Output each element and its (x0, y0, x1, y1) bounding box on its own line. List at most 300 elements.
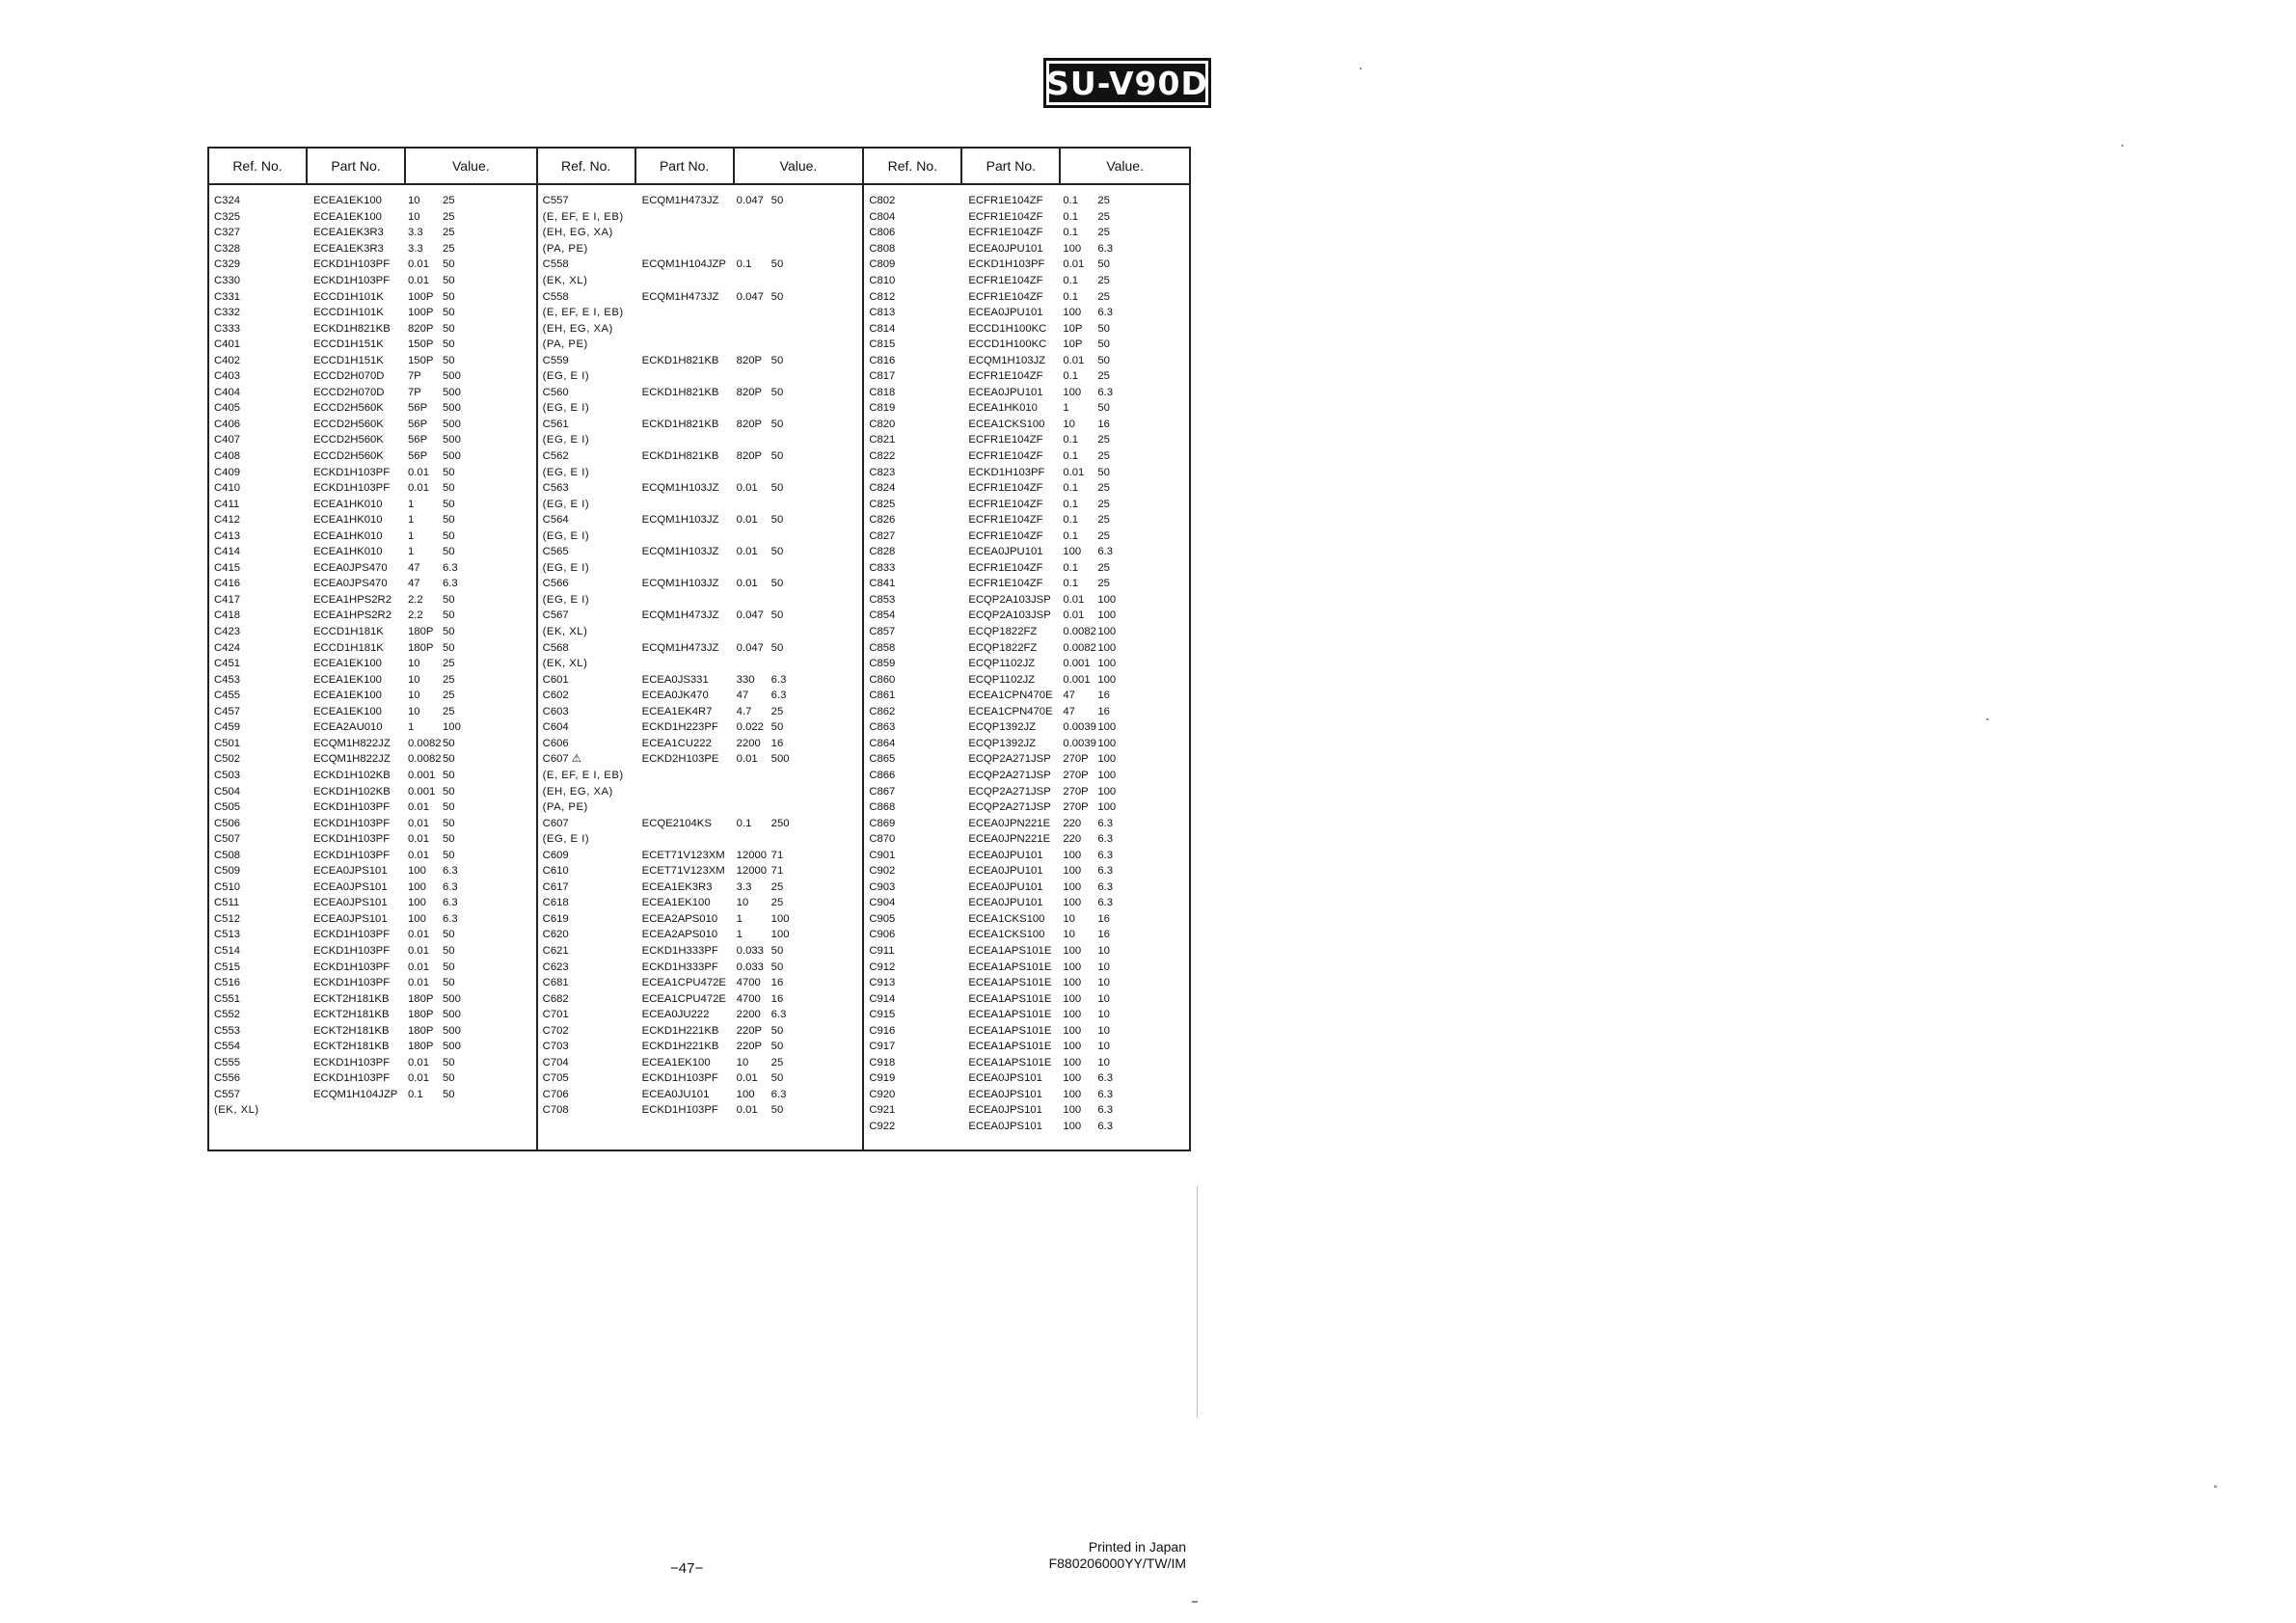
table-row (209, 975, 536, 991)
table-row (209, 209, 536, 226)
cell-value: 10 (408, 705, 420, 717)
table-row (538, 512, 863, 528)
cell-part-no: ECEA0JPU101 (968, 849, 1043, 861)
cell-part-no: ECKD1H103PF (313, 849, 391, 861)
cell-rating: 50 (443, 258, 455, 271)
cell-rating: 50 (443, 307, 455, 319)
cell-rating: 10 (1097, 992, 1110, 1005)
cell-part-no: ECEA1EK100 (313, 690, 382, 702)
table-row (209, 879, 536, 896)
table-row (538, 1102, 863, 1119)
cell-rating: 100 (1097, 785, 1117, 798)
cell-part-no: ECEA1EK3R3 (313, 242, 384, 255)
cell-part-no: ECFR1E104ZF (968, 210, 1043, 223)
cell-value: 0.01 (408, 275, 429, 286)
cell-value: 10 (1063, 418, 1075, 430)
table-row (209, 831, 536, 848)
cell-rating: 500 (443, 434, 461, 446)
cell-ref-no: C617 (542, 880, 569, 893)
cell-ref-no: C607 ⚠ (542, 753, 581, 766)
cell-rating: 50 (770, 482, 784, 495)
cell-rating: 16 (1097, 418, 1110, 430)
table-row (209, 305, 536, 321)
cell-part-no: ECQP2A103JSP (968, 609, 1051, 622)
cell-ref-no: (E, EF, E I, EB) (542, 769, 624, 781)
cell-ref-no: C330 (214, 275, 241, 286)
cell-value: 180P (408, 1041, 434, 1053)
cell-part-no: ECQM1H473JZ (641, 195, 719, 207)
table-row (864, 831, 1189, 848)
cell-value: 0.01 (1063, 466, 1085, 478)
cell-ref-no: C682 (542, 992, 569, 1005)
cell-part-no: ECEA1HK010 (313, 498, 383, 510)
cell-ref-no: C809 (869, 258, 896, 271)
cell-value: 7P (408, 370, 421, 383)
table-row-note (538, 799, 863, 816)
cell-value: 820P (736, 418, 763, 430)
cell-ref-no: C565 (542, 546, 569, 558)
cell-part-no: ECEA1EK4R7 (641, 705, 713, 717)
cell-ref-no: (EK, XL) (542, 275, 588, 286)
table-row (209, 544, 536, 560)
cell-value: 100 (1063, 242, 1082, 255)
cell-ref-no: (EH, EG, XA) (542, 227, 613, 239)
table-row (864, 1087, 1189, 1103)
cell-value: 100 (736, 1088, 755, 1100)
cell-ref-no: C333 (214, 322, 241, 335)
cell-value: 0.1 (736, 817, 752, 829)
table-row-note (538, 656, 863, 672)
cell-ref-no: C921 (869, 1104, 896, 1117)
cell-value: 12000 (736, 849, 768, 861)
cell-value: 100 (1063, 849, 1082, 861)
cell-value: 0.047 (736, 641, 764, 654)
table-row (864, 225, 1189, 241)
cell-rating: 500 (443, 450, 461, 463)
cell-value: 10P (1063, 338, 1083, 351)
cell-ref-no: C814 (869, 322, 896, 335)
table-row (209, 847, 536, 863)
cell-value: 1 (1063, 402, 1069, 415)
cell-value: 0.1 (1063, 227, 1079, 239)
cell-value: 220 (1063, 817, 1082, 829)
cell-rating: 6.3 (443, 912, 458, 925)
cell-value: 0.01 (408, 801, 429, 814)
table-row (538, 911, 863, 928)
cell-ref-no: C413 (214, 529, 241, 542)
cell-rating: 50 (770, 1072, 784, 1085)
table-row (864, 1119, 1189, 1135)
cell-ref-no: C860 (869, 673, 896, 686)
cell-value: 56P (408, 418, 428, 430)
cell-rating: 6.3 (770, 1009, 787, 1021)
table-rows (209, 185, 536, 1119)
cell-rating: 50 (443, 641, 455, 654)
cell-ref-no: C403 (214, 370, 241, 383)
cell-value: 47 (1063, 705, 1075, 717)
cell-value: 0.01 (408, 1072, 429, 1085)
cell-ref-no: C806 (869, 227, 896, 239)
cell-rating: 6.3 (1097, 1072, 1114, 1085)
cell-value: 100 (1063, 992, 1082, 1005)
table-row (209, 464, 536, 480)
cell-ref-no: C607 (542, 817, 569, 829)
table-row (209, 990, 536, 1007)
table-row (209, 288, 536, 305)
cell-value: 0.1 (1063, 514, 1079, 527)
cell-part-no: ECEA1APS101E (968, 977, 1052, 989)
cell-value: 0.01 (408, 1056, 429, 1068)
cell-value: 820P (736, 354, 763, 366)
cell-ref-no: C708 (542, 1104, 569, 1117)
table-row (209, 671, 536, 688)
cell-part-no: ECKD1H103PF (968, 466, 1045, 478)
cell-value: 0.01 (1063, 593, 1085, 606)
table-row (209, 1007, 536, 1023)
table-row (538, 385, 863, 401)
table-row (538, 975, 863, 991)
cell-part-no: ECCD1H181K (313, 626, 384, 638)
cell-part-no: ECKD1H103PF (313, 258, 391, 271)
table-row (209, 592, 536, 609)
cell-value: 0.1 (1063, 434, 1079, 446)
cell-value: 0.001 (408, 769, 436, 781)
cell-rating: 50 (770, 721, 784, 734)
cell-ref-no: (EH, EG, XA) (542, 785, 613, 798)
table-row (864, 544, 1189, 560)
cell-rating: 100 (1097, 658, 1117, 670)
cell-rating: 50 (443, 737, 455, 749)
cell-value: 0.0082 (1063, 626, 1096, 638)
cell-part-no: ECEA2AU010 (313, 721, 383, 734)
table-row (864, 688, 1189, 704)
cell-value: 0.01 (736, 546, 758, 558)
table-row-note (538, 273, 863, 289)
cell-rating: 6.3 (1097, 897, 1114, 909)
table-row (864, 656, 1189, 672)
cell-rating: 50 (1097, 402, 1110, 415)
cell-value: 0.1 (1063, 529, 1079, 542)
cell-ref-no: C818 (869, 386, 896, 398)
table-row (538, 719, 863, 736)
cell-ref-no: C913 (869, 977, 896, 989)
cell-rating: 71 (770, 849, 784, 861)
cell-ref-no: C510 (214, 880, 241, 893)
cell-part-no: ECEA0JPN221E (968, 817, 1051, 829)
cell-rating: 50 (443, 801, 455, 814)
cell-ref-no: (PA, PE) (542, 242, 588, 255)
cell-rating: 6.3 (1097, 849, 1114, 861)
cell-value: 0.01 (408, 929, 429, 941)
table-row (209, 576, 536, 592)
cell-part-no: ECKD1H821KB (641, 354, 719, 366)
cell-part-no: ECET71V123XM (641, 865, 725, 878)
cell-rating: 6.3 (770, 1088, 787, 1100)
cell-rating: 50 (1097, 466, 1110, 478)
table-row-note (538, 209, 863, 226)
cell-ref-no: C552 (214, 1009, 241, 1021)
cell-value: 220P (736, 1024, 763, 1037)
cell-value: 0.01 (736, 1104, 758, 1117)
header-value: Value. (451, 158, 490, 174)
cell-rating: 100 (1097, 801, 1117, 814)
cell-value: 180P (408, 1024, 434, 1037)
cell-value: 56P (408, 450, 428, 463)
cell-ref-no: C819 (869, 402, 896, 415)
cell-value: 0.0082 (408, 753, 442, 766)
cell-ref-no: C916 (869, 1024, 896, 1037)
cell-ref-no: C901 (869, 849, 896, 861)
cell-ref-no: C507 (214, 833, 241, 846)
cell-part-no: ECCD2H070D (313, 370, 385, 383)
cell-value: 47 (408, 561, 420, 574)
cell-rating: 100 (443, 721, 461, 734)
cell-ref-no: C514 (214, 944, 241, 957)
cell-part-no: ECEA0JPS101 (968, 1072, 1042, 1085)
cell-part-no: ECEA1EK100 (641, 1056, 711, 1068)
cell-ref-no: C621 (542, 944, 569, 957)
cell-ref-no: C813 (869, 307, 896, 319)
cell-value: 0.1 (1063, 210, 1079, 223)
cell-part-no: ECEA1EK100 (641, 897, 711, 909)
cell-value: 0.0039 (1063, 721, 1096, 734)
cell-ref-no: C853 (869, 593, 896, 606)
cell-value: 100 (1063, 1120, 1082, 1132)
table-row (538, 193, 863, 209)
table-row (864, 911, 1189, 928)
cell-rating: 50 (770, 546, 784, 558)
table-row (538, 990, 863, 1007)
cell-part-no: ECQM1H104JZP (641, 258, 726, 271)
cell-rating: 25 (1097, 514, 1110, 527)
cell-ref-no: C918 (869, 1056, 896, 1068)
table-row (209, 783, 536, 799)
cell-value: 0.01 (736, 482, 758, 495)
cell-value: 270P (1063, 769, 1089, 781)
cell-ref-no: C424 (214, 641, 241, 654)
cell-value: 220 (1063, 833, 1082, 846)
cell-rating: 6.3 (770, 690, 787, 702)
table-row (864, 815, 1189, 831)
table-row-note (538, 624, 863, 640)
cell-value: 270P (1063, 753, 1089, 766)
cell-part-no: ECEA1HK010 (313, 514, 383, 527)
table-row-note (538, 400, 863, 417)
cell-rating: 50 (443, 929, 455, 941)
cell-ref-no: C841 (869, 578, 896, 590)
table-row (864, 527, 1189, 544)
cell-ref-no: C601 (542, 673, 569, 686)
cell-ref-no: C833 (869, 561, 896, 574)
table-row (864, 704, 1189, 720)
table-row (864, 895, 1189, 911)
cell-ref-no: C554 (214, 1041, 241, 1053)
cell-value: 1 (408, 498, 415, 510)
cell-rating: 16 (770, 992, 784, 1005)
cell-part-no: ECQP2A103JSP (968, 593, 1051, 606)
cell-value: 2200 (736, 737, 761, 749)
cell-ref-no: C459 (214, 721, 241, 734)
cell-part-no: ECKD1H103PF (313, 817, 391, 829)
cell-rating: 50 (770, 258, 784, 271)
cell-part-no: ECKD1H103PF (313, 1056, 391, 1068)
table-column-2 (536, 149, 863, 1150)
cell-value: 100 (1063, 897, 1082, 909)
cell-part-no: ECQM1H473JZ (641, 641, 719, 654)
cell-part-no: ECEA1EK100 (313, 705, 382, 717)
cell-ref-no: C409 (214, 466, 241, 478)
table-row (538, 1055, 863, 1071)
cell-part-no: ECEA0JS331 (641, 673, 709, 686)
table-rows (864, 185, 1189, 1134)
cell-rating: 50 (443, 849, 455, 861)
cell-ref-no: C508 (214, 849, 241, 861)
table-row (209, 480, 536, 497)
table-row (538, 688, 863, 704)
cell-rating: 6.3 (1097, 546, 1114, 558)
cell-value: 10 (736, 1056, 749, 1068)
table-row (209, 1039, 536, 1055)
cell-part-no: ECKD1H223PF (641, 721, 718, 734)
cell-part-no: ECKD1H103PF (313, 977, 391, 989)
cell-rating: 16 (770, 977, 784, 989)
cell-value: 1 (736, 912, 743, 925)
table-row (864, 719, 1189, 736)
cell-ref-no: C516 (214, 977, 241, 989)
cell-part-no: ECEA0JPU101 (968, 242, 1043, 255)
cell-value: 820P (408, 322, 434, 335)
cell-part-no: ECCD1H151K (313, 354, 384, 366)
table-row (864, 257, 1189, 273)
cell-value: 0.01 (408, 977, 429, 989)
table-row-note (538, 368, 863, 385)
table-row (538, 544, 863, 560)
table-row (538, 608, 863, 624)
cell-rating: 100 (1097, 609, 1117, 622)
table-row (209, 895, 536, 911)
cell-value: 0.1 (1063, 498, 1079, 510)
cell-value: 0.0039 (1063, 737, 1096, 749)
cell-ref-no: C404 (214, 386, 241, 398)
cell-value: 0.01 (408, 817, 429, 829)
table-row (538, 751, 863, 768)
cell-value: 270P (1063, 785, 1089, 798)
table-row (209, 560, 536, 577)
cell-value: 0.1 (1063, 275, 1079, 286)
cell-value: 0.1 (736, 258, 752, 271)
cell-rating: 50 (770, 1024, 784, 1037)
cell-value: 1 (408, 529, 415, 542)
cell-ref-no: C563 (542, 482, 569, 495)
cell-value: 100 (1063, 1088, 1082, 1100)
cell-rating: 500 (770, 753, 790, 766)
table-row (864, 512, 1189, 528)
table-row (864, 1007, 1189, 1023)
cell-rating: 100 (1097, 626, 1117, 638)
table-row (864, 480, 1189, 497)
table-row (209, 527, 536, 544)
table-row (864, 736, 1189, 752)
page-number: −47− (670, 1560, 704, 1577)
table-row (538, 576, 863, 592)
cell-ref-no: C401 (214, 338, 241, 351)
cell-ref-no: (EK, XL) (542, 626, 588, 638)
cell-value: 100 (408, 880, 426, 893)
table-row (209, 704, 536, 720)
cell-part-no: ECEA0JPS101 (313, 897, 388, 909)
cell-part-no: ECKD1H221KB (641, 1041, 719, 1053)
cell-value: 180P (408, 1009, 434, 1021)
cell-value: 0.001 (1063, 673, 1091, 686)
cell-ref-no: C505 (214, 801, 241, 814)
cell-value: 1 (408, 546, 415, 558)
cell-ref-no: (EG, E I) (542, 466, 590, 478)
cell-value: 0.01 (408, 849, 429, 861)
cell-ref-no: (EG, E I) (542, 434, 590, 446)
cell-rating: 6.3 (1097, 307, 1114, 319)
cell-ref-no: C553 (214, 1024, 241, 1037)
table-row (864, 624, 1189, 640)
table-row (538, 671, 863, 688)
cell-value: 820P (736, 450, 763, 463)
table-column-3 (862, 149, 1189, 1150)
cell-part-no: ECKD1H333PF (641, 960, 718, 973)
cell-rating: 50 (1097, 258, 1110, 271)
cell-part-no: ECCD2H560K (313, 434, 384, 446)
cell-ref-no: C619 (542, 912, 569, 925)
cell-value: 3.3 (408, 227, 423, 239)
cell-value: 47 (736, 690, 749, 702)
table-header (209, 149, 536, 185)
table-row (864, 448, 1189, 465)
cell-rating: 25 (1097, 482, 1110, 495)
cell-rating: 25 (1097, 498, 1110, 510)
cell-value: 1 (736, 929, 743, 941)
cell-value: 150P (408, 354, 434, 366)
cell-value: 100 (1063, 880, 1082, 893)
cell-ref-no: (EG, E I) (542, 561, 590, 574)
cell-value: 0.01 (1063, 609, 1085, 622)
cell-ref-no: C407 (214, 434, 241, 446)
table-row (538, 1070, 863, 1087)
cell-rating: 500 (443, 1009, 461, 1021)
cell-value: 1 (408, 721, 415, 734)
table-row (209, 927, 536, 943)
cell-part-no: ECKT2H181KB (313, 1041, 390, 1053)
cell-ref-no: C423 (214, 626, 241, 638)
table-row (864, 560, 1189, 577)
cell-rating: 50 (443, 960, 455, 973)
cell-value: 0.047 (736, 195, 764, 207)
cell-part-no: ECET71V123XM (641, 849, 725, 861)
header-part-no: Part No. (308, 149, 406, 183)
cell-part-no: ECEA0JPS101 (313, 912, 388, 925)
table-row (538, 1022, 863, 1039)
cell-ref-no: C863 (869, 721, 896, 734)
model-badge: SU-V90D (1043, 58, 1211, 108)
cell-part-no: ECEA0JPS101 (968, 1120, 1042, 1132)
cell-rating: 100 (1097, 641, 1117, 654)
cell-ref-no: C566 (542, 578, 569, 590)
cell-value: 0.001 (1063, 658, 1091, 670)
scan-speck (2121, 145, 2123, 147)
table-row (209, 751, 536, 768)
table-row (864, 671, 1189, 688)
cell-ref-no: C602 (542, 690, 569, 702)
cell-ref-no: C862 (869, 705, 896, 717)
cell-rating: 100 (770, 912, 790, 925)
cell-rating: 6.3 (1097, 386, 1114, 398)
